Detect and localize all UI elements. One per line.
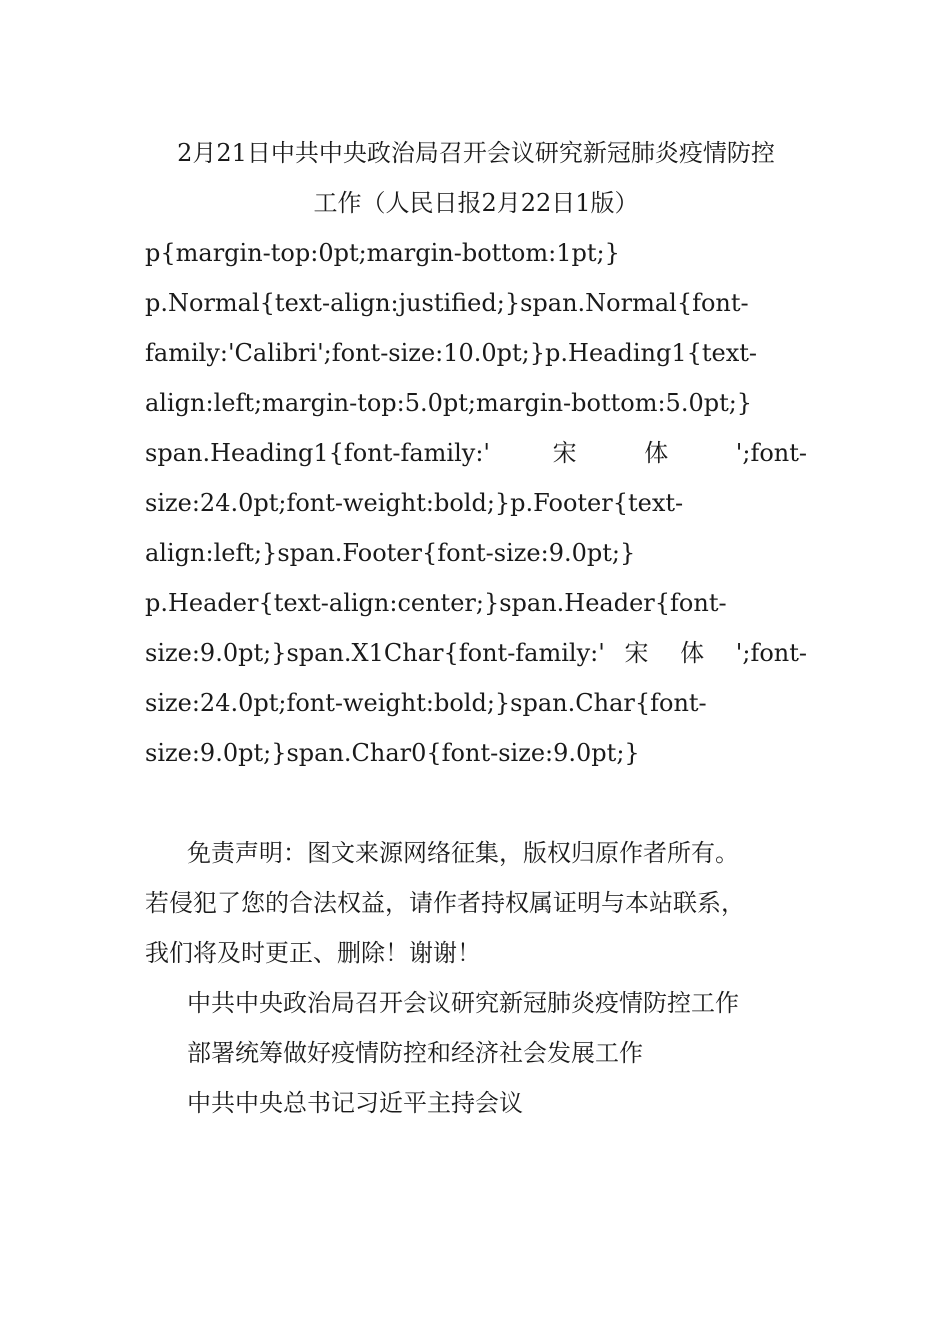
document-page	[145, 128, 807, 1128]
body-line: 中共中央总书记习近平主持会议	[187, 1089, 523, 1117]
css-line: family:'Calibri';font-size:10.0pt;}p.Heading1{text-	[145, 339, 757, 367]
body-paragraphs	[145, 978, 807, 1128]
css-line: p{margin-top:0pt;margin-bottom:1pt;}	[145, 239, 620, 267]
css-line: align:left;margin-top:5.0pt;margin-bottom:5.0pt;}	[145, 389, 753, 417]
disclaimer-line: 若侵犯了您的合法权益，请作者持权属证明与本站联系，	[145, 889, 745, 917]
css-line: size:24.0pt;font-weight:bold;}span.Char{font-	[145, 689, 707, 717]
css-line: p.Normal{text-align:justified;}span.Normal{font-	[145, 289, 749, 317]
css-text-block	[145, 228, 807, 778]
css-line: size:9.0pt;}span.X1Char{font-family:' 宋 体 ';font-	[145, 639, 807, 667]
title-line-2: 工作（人民日报2月22日1版）	[313, 189, 639, 217]
css-line: size:9.0pt;}span.Char0{font-size:9.0pt;}	[145, 739, 640, 767]
document-title	[145, 128, 807, 228]
disclaimer-line: 免责声明：图文来源网络征集，版权归原作者所有。	[187, 839, 739, 867]
css-line: size:24.0pt;font-weight:bold;}p.Footer{text-	[145, 489, 684, 517]
disclaimer-paragraph	[145, 828, 807, 978]
css-line: align:left;}span.Footer{font-size:9.0pt;}	[145, 539, 636, 567]
title-line-1: 2月21日中共中央政治局召开会议研究新冠肺炎疫情防控	[177, 139, 775, 167]
body-line: 部署统筹做好疫情防控和经济社会发展工作	[187, 1039, 643, 1067]
body-line: 中共中央政治局召开会议研究新冠肺炎疫情防控工作	[187, 989, 739, 1017]
css-line: span.Heading1{font-family:' 宋 体 ';font-	[145, 439, 807, 467]
css-line: p.Header{text-align:center;}span.Header{font-	[145, 589, 727, 617]
disclaimer-line: 我们将及时更正、删除！谢谢！	[145, 939, 481, 967]
paragraph-gap	[145, 778, 807, 828]
